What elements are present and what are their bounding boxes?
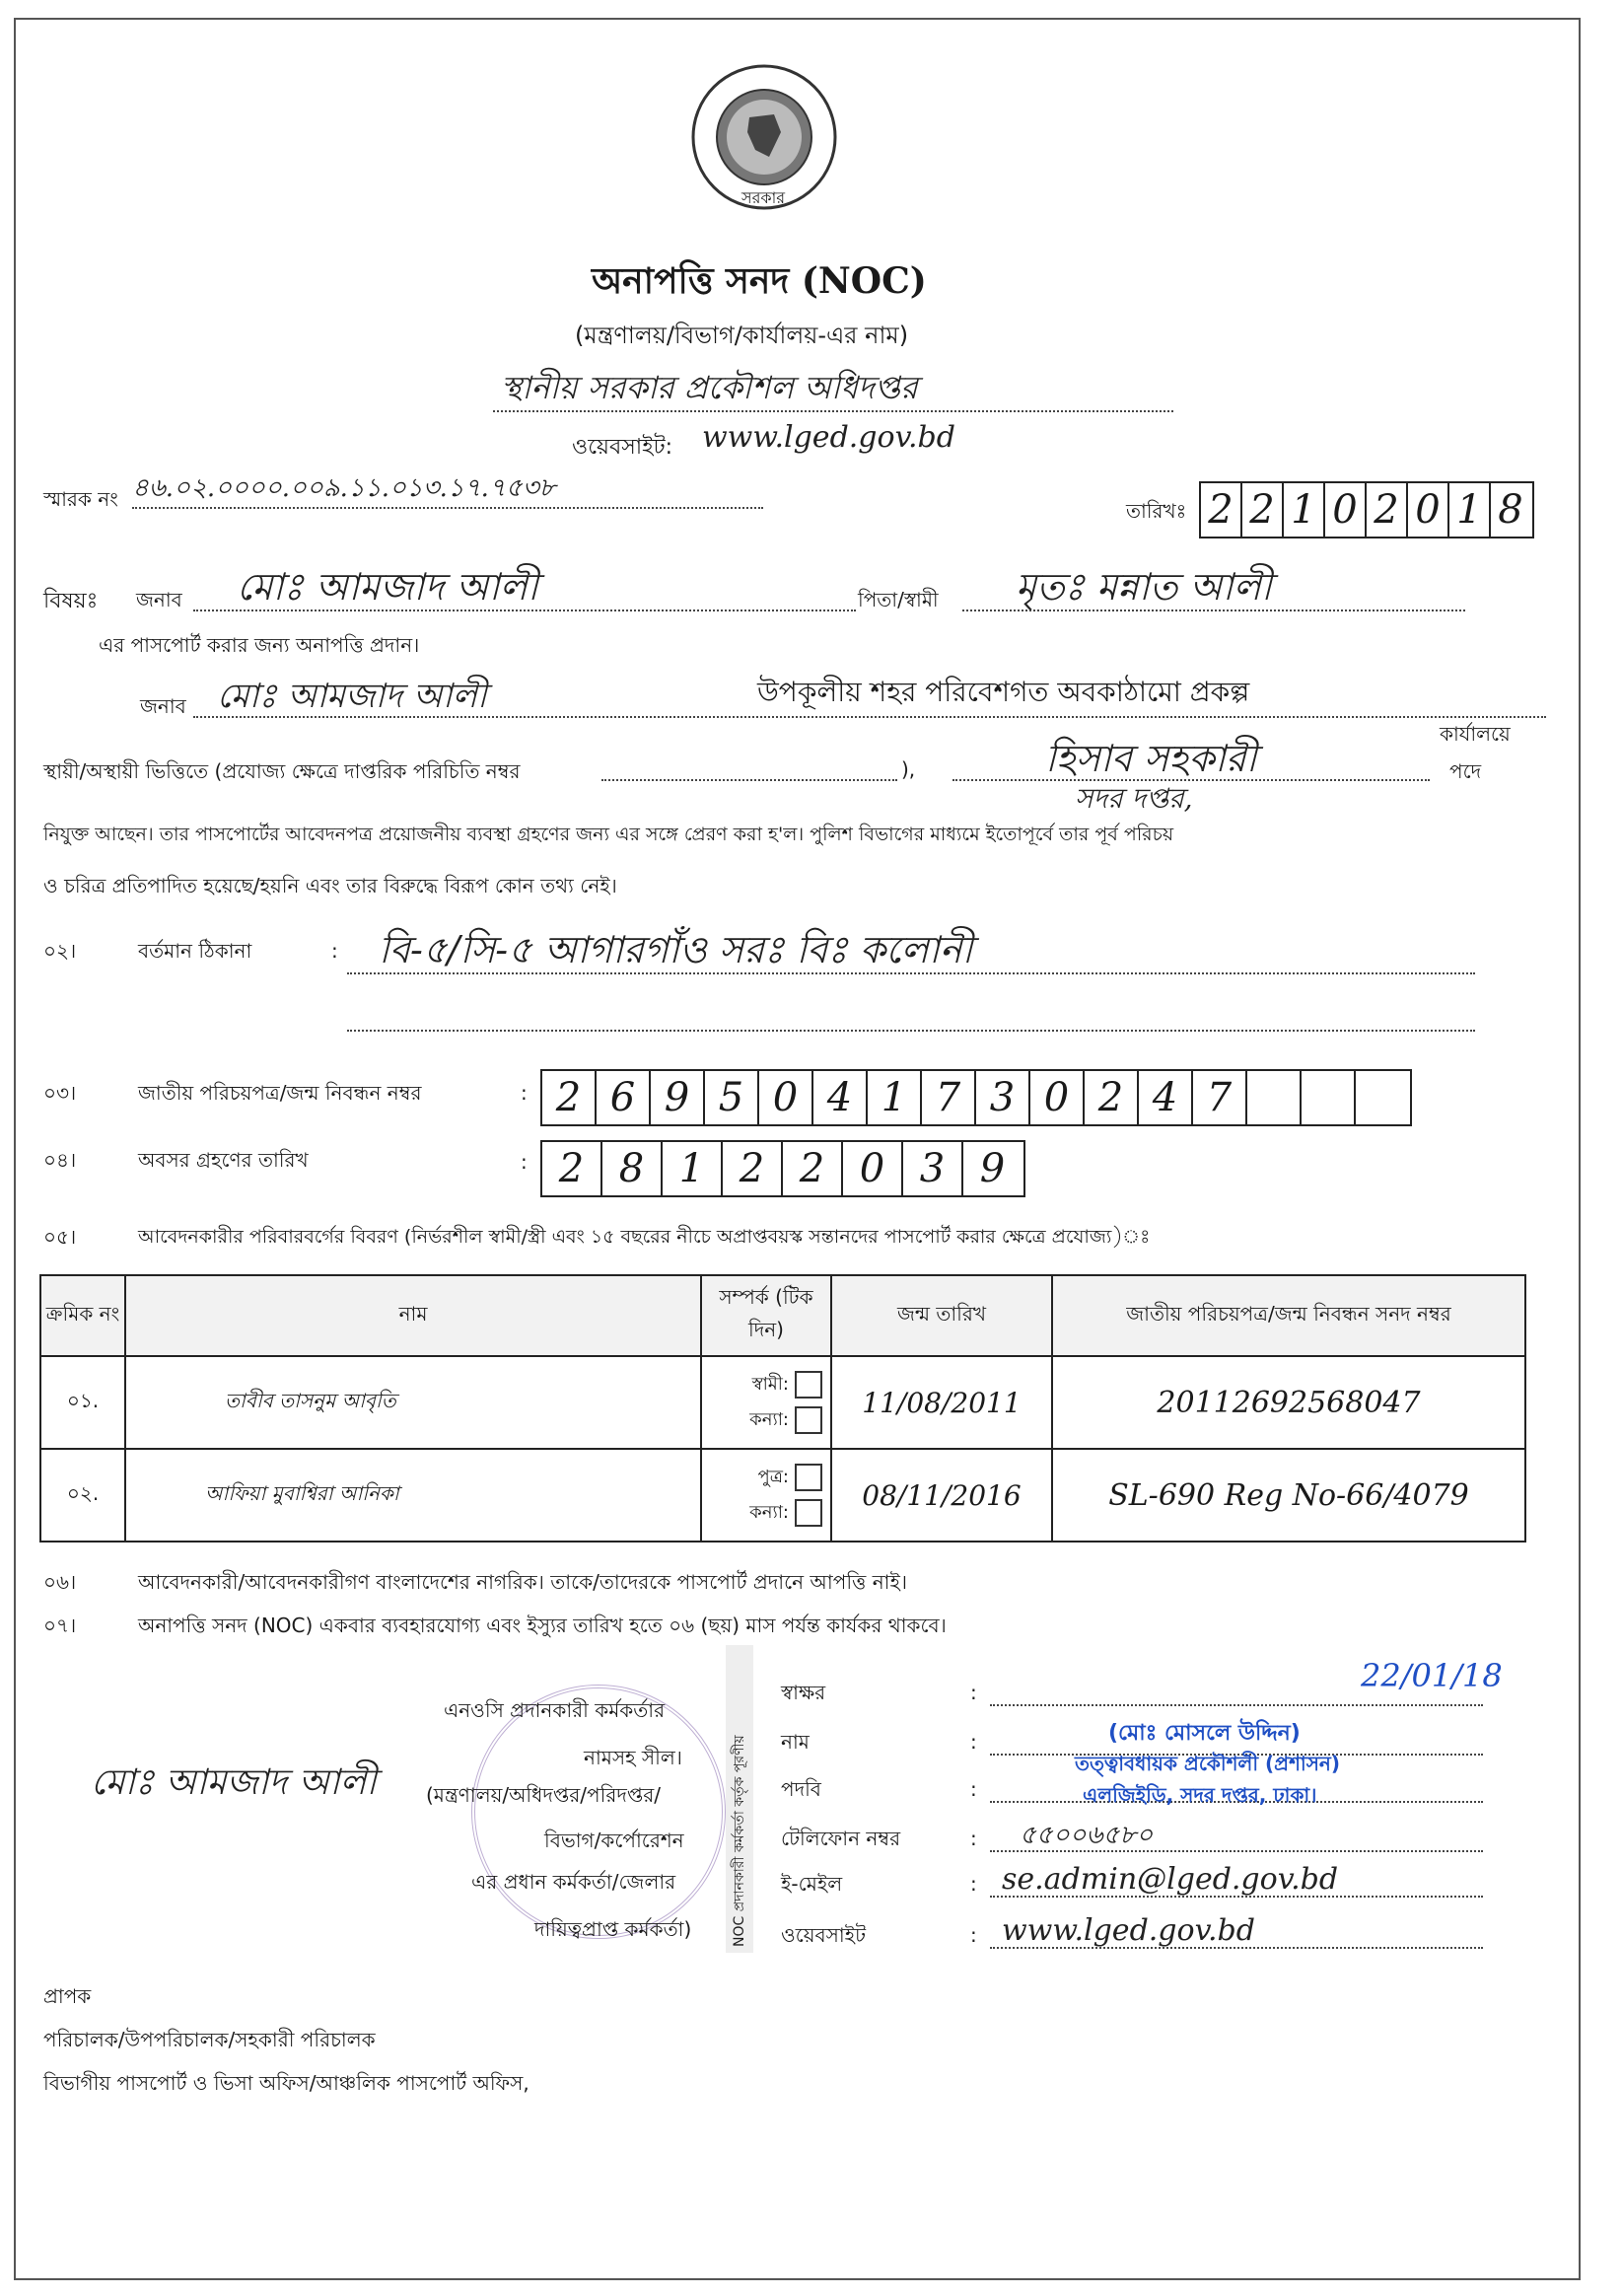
office-name-line	[493, 410, 1173, 412]
retire-digit: 8	[602, 1142, 663, 1195]
nid-digit: 1	[868, 1071, 922, 1124]
item-03-number: ০৩।	[43, 1081, 77, 1105]
father-name-line	[962, 610, 1465, 611]
relation-1-label: স্বামী:	[751, 1374, 789, 1395]
header-relation: সম্পর্ক (টিক দিন)	[701, 1275, 831, 1356]
row-name: তাবীব তাসনুম আবৃতি	[125, 1356, 701, 1449]
page-title: অনাপত্তি সনদ (NOC)	[592, 260, 927, 302]
left-signature: মোঃ আমজাদ আলী	[91, 1762, 377, 1803]
note-07-text: অনাপত্তি সনদ (NOC) একবার ব্যবহারযোগ্য এবং ইস্যুর তারিখ হতে ০৬ (ছয়) মাস পর্যন্ত কার্যকর থাকবে।	[138, 1614, 947, 1637]
row-id-number: 20112692568047	[1052, 1356, 1525, 1449]
nid-digit: 6	[597, 1071, 651, 1124]
table-row	[40, 1356, 1525, 1449]
relation-1-checkbox	[795, 1464, 822, 1491]
body-line4: নিযুক্ত আছেন। তার পাসপোর্টের আবেদনপত্র প্রয়োজনীয় ব্যবস্থা গ্রহণের জন্য এর সঙ্গে প্রেরণ করা হ'ল। পুলিশ বিভাগের মাধ্যমে ইতোপূর্বে তার পূর্ব পরিচয়	[43, 824, 1174, 845]
nid-digit: 7	[922, 1071, 976, 1124]
body-line5: ও চরিত্র প্রতিপাদিত হয়েছে/হয়নি এবং তার বিরুদ্ধে বিরূপ কোন তথ্য নেই।	[43, 874, 617, 897]
signatory-left-4: বিভাগ/কর্পোরেশন	[544, 1829, 684, 1852]
family-label: আবেদনকারীর পরিবারবর্গের বিবরণ (নির্ভরশীল স্বামী/স্ত্রী এবং ১৫ বছরের নীচে অপ্রাপ্তবয়স্ক সন্তানদের পাসপোর্ট করার ক্ষেত্রে প্রযোজ্য)ঃ	[138, 1226, 1151, 1248]
retire-digit: 1	[663, 1142, 723, 1195]
recipient-line-2: পরিচালক/উপপরিচালক/সহকারী পরিচালক	[43, 2028, 376, 2051]
table-row	[40, 1449, 1525, 1542]
recipient-line-3: বিভাগীয় পাসপোর্ট ও ভিসা অফিস/আঞ্চলিক পাসপোর্ট অফিস,	[43, 2071, 529, 2095]
row-serial: ০২.	[40, 1449, 125, 1542]
memo-label: স্মারক নং	[43, 487, 118, 511]
official-id-line	[601, 779, 897, 781]
field-phone-label: টেলিফোন নম্বর	[781, 1827, 901, 1850]
relation-2-label: কন্যা:	[749, 1502, 789, 1523]
date-digit: 2	[1242, 483, 1284, 537]
retire-digit: 2	[723, 1142, 783, 1195]
date-digit: 2	[1367, 483, 1408, 537]
nid-label: জাতীয় পরিচয়পত্র/জন্ম নিবন্ধন নম্বর	[138, 1081, 422, 1105]
header-name: নাম	[125, 1275, 701, 1356]
body-office-line	[193, 716, 1546, 718]
nid-colon: :	[521, 1081, 528, 1105]
note-06-number: ০৬।	[43, 1570, 77, 1594]
website-label: ওয়েবসাইট:	[572, 435, 672, 460]
family-table	[39, 1274, 1526, 1543]
nid-digit: 5	[705, 1071, 759, 1124]
noc-vertical-label: NOC প্রদানকারী কর্মকর্তা কর্তৃক পূরণীয়	[726, 1645, 753, 1953]
nid-digit	[1302, 1071, 1356, 1124]
body-janab: জনাব	[140, 694, 186, 718]
date-label: তারিখঃ	[1126, 499, 1187, 523]
date-digit-boxes	[1199, 481, 1534, 538]
header-dob: জন্ম তারিখ	[831, 1275, 1052, 1356]
designation: হিসাব সহকারী	[1045, 737, 1257, 780]
sign-date: 22/01/18	[1361, 1657, 1503, 1694]
address-label: বর্তমান ঠিকানা	[138, 939, 252, 963]
nid-digit: 4	[813, 1071, 868, 1124]
row-name: আফিয়া মুবাশ্বিরা আনিকা	[125, 1449, 701, 1542]
signature-line	[990, 1704, 1483, 1706]
field-email-label: ই-মেইল	[781, 1872, 843, 1896]
row-id-number: SL-690 Reg No-66/4079	[1052, 1449, 1525, 1542]
row-dob: 11/08/2011	[831, 1356, 1052, 1449]
nid-digit: 3	[976, 1071, 1030, 1124]
signatory-left-5: এর প্রধান কর্মকর্তা/জেলার	[471, 1870, 676, 1894]
item-02-number: ০২।	[43, 939, 77, 963]
nid-digit: 0	[759, 1071, 813, 1124]
colon-1: :	[970, 1681, 977, 1704]
office-name: স্থানীয় সরকার প্রকৌশল অধিদপ্তর	[501, 369, 918, 406]
subject-janab: জনাব	[136, 588, 182, 611]
body-line3-mid: ),	[901, 757, 916, 781]
body-office: উপকূলীয় শহর পরিবেশগত অবকাঠামো প্রকল্প	[757, 676, 1250, 708]
father-name: মৃতঃ মন্নাত আলী	[1016, 565, 1272, 609]
row-serial: ০১.	[40, 1356, 125, 1449]
memo-number: ৪৬.০২.০০০০.০০৯.১১.০১৩.১৭.৭৫৩৮	[132, 473, 556, 503]
date-digit: 0	[1325, 483, 1367, 537]
signatory-left-3: (মন্ত্রণালয়/অধিদপ্তর/পরিদপ্তর/	[426, 1783, 662, 1807]
retire-digit: 9	[979, 1146, 1006, 1191]
retire-digit: 2	[783, 1142, 843, 1195]
row-relation	[701, 1356, 831, 1449]
field-name-label: নাম	[781, 1730, 810, 1754]
date-digit: 1	[1449, 483, 1491, 537]
body-name: মোঃ আমজাদ আলী	[217, 677, 487, 716]
colon-4: :	[970, 1827, 977, 1850]
relation-2-label: কন্যা:	[749, 1409, 789, 1430]
page-subtitle: (মন্ত্রণালয়/বিভাগ/কার্যালয়-এর নাম)	[575, 322, 909, 349]
recipient-label: প্রাপক	[43, 1984, 92, 2008]
relation-1-label: পুত্র:	[757, 1467, 789, 1487]
stamp-title: তত্ত্বাবধায়ক প্রকৌশলী (প্রশাসন)	[1075, 1752, 1341, 1775]
nid-digit: 9	[651, 1071, 705, 1124]
emblem-bottom-text: সরকার	[741, 188, 786, 207]
date-digit: 0	[1408, 483, 1449, 537]
phone-value: ৫৫০০৬৫৮০	[1020, 1821, 1154, 1850]
signatory-left-6: দায়িত্বপ্রাপ্ত কর্মকর্তা)	[534, 1917, 692, 1941]
signatory-left-1: এনওসি প্রদানকারী কর্মকর্তার	[444, 1698, 666, 1722]
nid-digit: 2	[1085, 1071, 1139, 1124]
item-04-number: ০৪।	[43, 1148, 77, 1172]
row-relation	[701, 1449, 831, 1542]
retire-digit: 3	[903, 1142, 963, 1195]
note-06-text: আবেদনকারী/আবেদনকারীগণ বাংলাদেশের নাগরিক। তাকে/তাদেরকে পাসপোর্ট প্রদানে আপত্তি নাই।	[138, 1570, 908, 1594]
website-value: www.lged.gov.bd	[702, 420, 955, 455]
colon-3: :	[970, 1777, 977, 1801]
body-line3: স্থায়ী/অস্থায়ী ভিত্তিতে (প্রযোজ্য ক্ষেত্রে দাপ্তরিক পরিচিতি নম্বর	[43, 759, 521, 783]
website-field-value: www.lged.gov.bd	[1002, 1913, 1255, 1948]
applicant-name: মোঃ আমজাদ আলী	[237, 565, 538, 609]
relation-2-checkbox	[795, 1499, 822, 1527]
nid-digit-boxes	[540, 1069, 1412, 1126]
applicant-name-line	[193, 610, 856, 611]
relation-2-checkbox	[795, 1406, 822, 1434]
subject-label: বিষয়ঃ	[43, 589, 99, 613]
header-id-number: জাতীয় পরিচয়পত্র/জন্ম নিবন্ধন সনদ নম্বর	[1052, 1275, 1525, 1356]
stamp-name: (মোঃ মোসলে উদ্দিন)	[1108, 1721, 1301, 1746]
colon-5: :	[970, 1872, 977, 1896]
item-05-number: ০৫।	[43, 1225, 77, 1249]
nid-digit: 2	[542, 1071, 597, 1124]
colon-2: :	[970, 1730, 977, 1754]
date-digit: 8	[1498, 487, 1523, 533]
designation-suffix: পদে	[1449, 759, 1482, 783]
nid-digit	[1356, 1071, 1408, 1124]
stamp-office: এলজিইডি, সদর দপ্তর, ঢাকা।	[1083, 1783, 1317, 1807]
retire-digit-boxes	[540, 1140, 1025, 1197]
field-website-label: ওয়েবসাইট	[781, 1923, 866, 1947]
designation-note: সদর দপ্তর,	[1075, 782, 1193, 815]
father-label: পিতা/স্বামী	[858, 588, 939, 611]
nid-digit	[1247, 1071, 1302, 1124]
subject-line2: এর পাসপোর্ট করার জন্য অনাপত্তি প্রদান।	[99, 633, 420, 657]
colon-6: :	[970, 1923, 977, 1947]
date-digit: 1	[1284, 483, 1325, 537]
address-value: বি-৫/সি-৫ আগারগাঁও সরঃ বিঃ কলোনী	[379, 928, 973, 971]
retire-digit: 2	[542, 1142, 602, 1195]
address-line-1	[347, 972, 1475, 974]
signatory-left-2: নামসহ সীল।	[584, 1746, 682, 1769]
date-digit: 2	[1201, 483, 1242, 537]
nid-digit: 4	[1139, 1071, 1193, 1124]
header-serial: ক্রমিক নং	[40, 1275, 125, 1356]
row-dob: 08/11/2016	[831, 1449, 1052, 1542]
memo-line	[132, 507, 763, 509]
field-signature-label: স্বাক্ষর	[781, 1681, 826, 1704]
field-designation-label: পদবি	[781, 1777, 821, 1801]
retire-colon: :	[521, 1150, 528, 1174]
nid-digit: 7	[1193, 1071, 1247, 1124]
relation-1-checkbox	[795, 1371, 822, 1399]
family-table-header	[40, 1275, 1525, 1356]
retire-label: অবসর গ্রহণের তারিখ	[138, 1148, 309, 1172]
body-office-suffix: কার্যালয়ে	[1440, 722, 1511, 746]
email-value: se.admin@lged.gov.bd	[1002, 1862, 1339, 1897]
address-colon: :	[331, 939, 338, 963]
nid-digit: 0	[1030, 1071, 1085, 1124]
retire-digit: 0	[843, 1142, 903, 1195]
note-07-number: ০৭।	[43, 1614, 77, 1637]
address-line-2	[347, 1030, 1475, 1032]
